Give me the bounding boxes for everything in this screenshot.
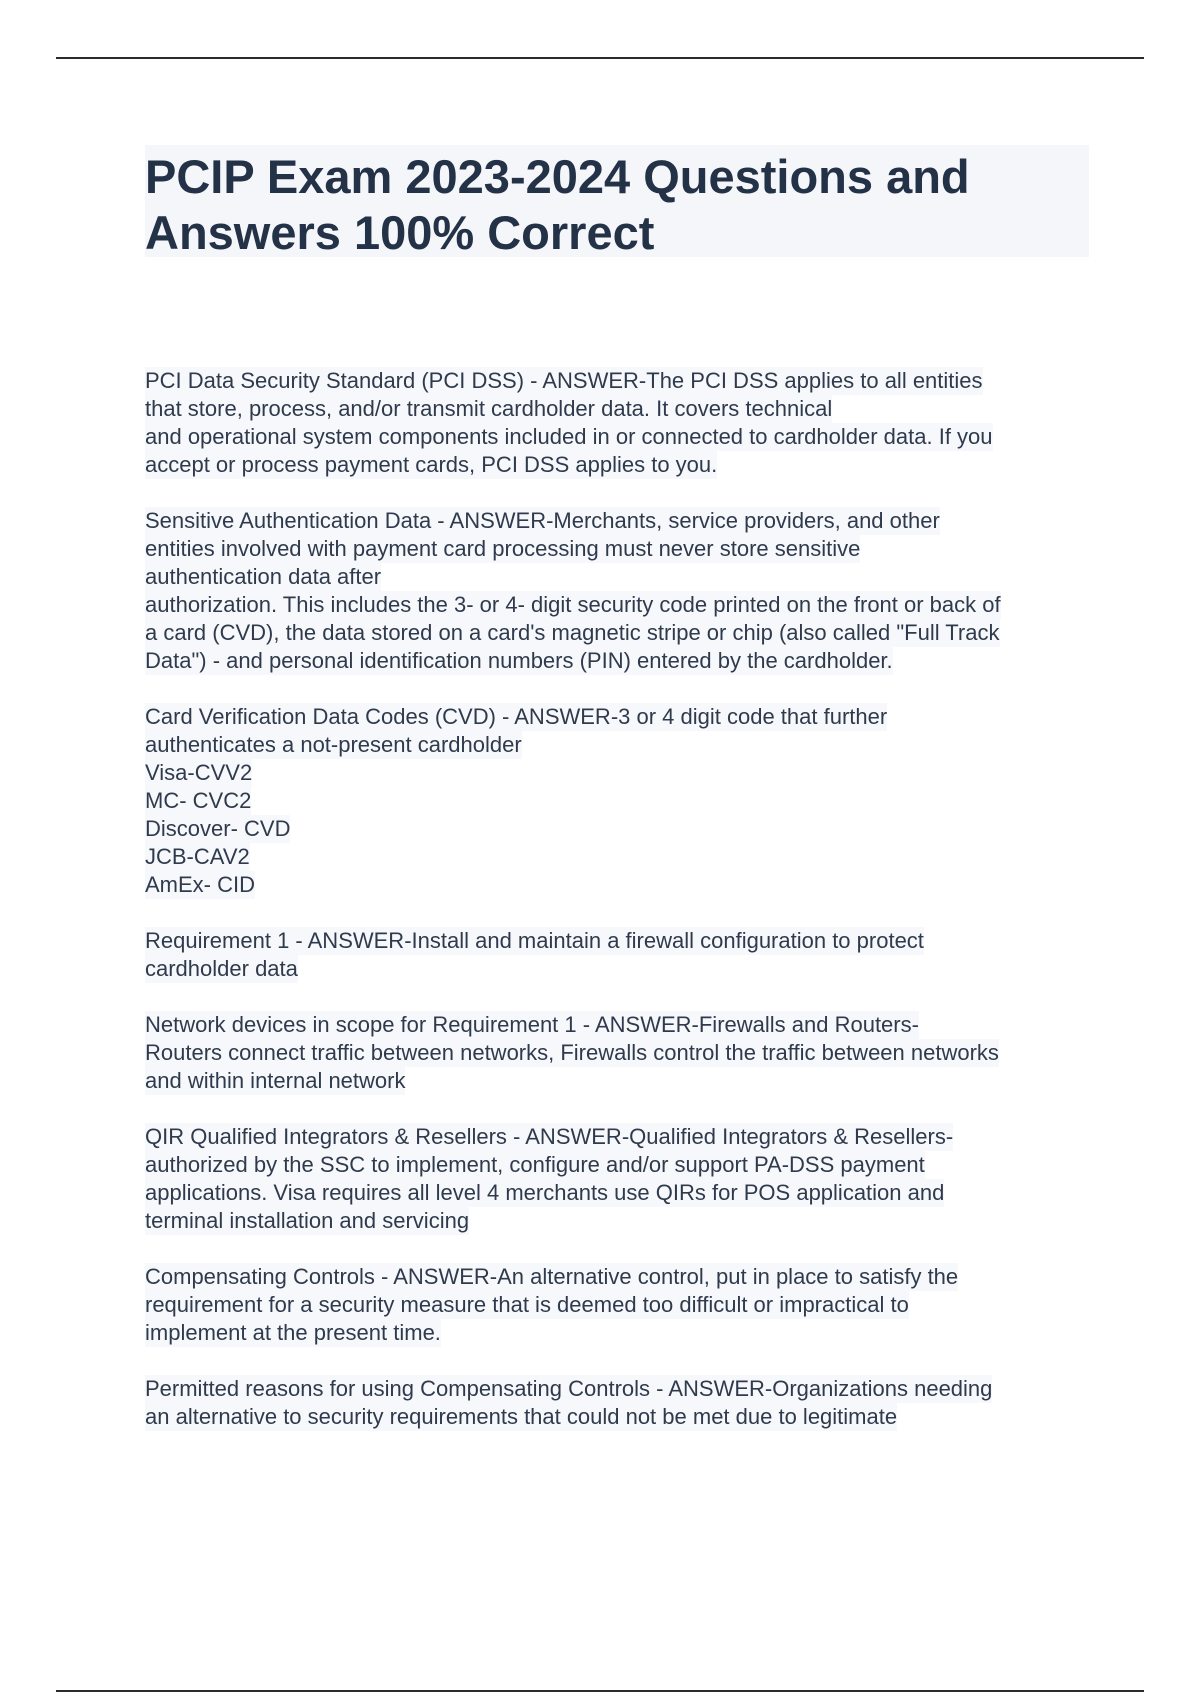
qa-line: Card Verification Data Codes (CVD) - ANSWER-3 or 4 digit code that further (145, 704, 888, 729)
qa-line: and within internal network (145, 1068, 406, 1093)
qa-line: authorization. This includes the 3- or 4- digit security code printed on the front or back of (145, 592, 1001, 617)
page-title (145, 145, 1089, 261)
qa-line: a card (CVD), the data stored on a card's magnetic stripe or chip (also called "Full Track (145, 620, 1000, 645)
qa-line: applications. Visa requires all level 4 merchants use QIRs for POS application and (145, 1180, 945, 1205)
qa-line: terminal installation and servicing (145, 1208, 470, 1233)
qa-line: authentication data after (145, 564, 382, 589)
qa-line: Requirement 1 - ANSWER-Install and maintain a firewall configuration to protect (145, 928, 924, 953)
header-rule (56, 57, 1144, 59)
qa-line: Network devices in scope for Requirement 1 - ANSWER-Firewalls and Routers- (145, 1012, 919, 1037)
qa-line: Sensitive Authentication Data - ANSWER-Merchants, service providers, and other (145, 508, 940, 533)
qa-entry (145, 703, 1095, 899)
qa-line: Compensating Controls - ANSWER-An alternative control, put in place to satisfy the (145, 1264, 959, 1289)
qa-content (145, 367, 1095, 1459)
qa-entry (145, 927, 1095, 983)
qa-line: accept or process payment cards, PCI DSS applies to you. (145, 452, 718, 477)
qa-line: PCI Data Security Standard (PCI DSS) - ANSWER-The PCI DSS applies to all entities (145, 368, 983, 393)
footer-rule (56, 1690, 1144, 1692)
qa-line: AmEx- CID (145, 872, 255, 897)
qa-line: QIR Qualified Integrators & Resellers - ANSWER-Qualified Integrators & Resellers- (145, 1124, 954, 1149)
title-block (145, 145, 1089, 257)
qa-line: Routers connect traffic between networks, Firewalls control the traffic between networks (145, 1040, 999, 1065)
qa-line: authenticates a not-present cardholder (145, 732, 522, 757)
title-line: Answers 100% Correct (145, 206, 655, 259)
qa-line: an alternative to security requirements that could not be met due to legitimate (145, 1404, 898, 1429)
qa-line: that store, process, and/or transmit cardholder data. It covers technical (145, 396, 833, 421)
qa-line: entities involved with payment card processing must never store sensitive (145, 536, 861, 561)
qa-line: and operational system components included in or connected to cardholder data. If you (145, 424, 993, 449)
qa-line: Visa-CVV2 (145, 760, 253, 785)
qa-line: Discover- CVD (145, 816, 291, 841)
qa-line: JCB-CAV2 (145, 844, 250, 869)
qa-line: MC- CVC2 (145, 788, 252, 813)
qa-line: Data") - and personal identification numbers (PIN) entered by the cardholder. (145, 648, 893, 673)
qa-line: authorized by the SSC to implement, configure and/or support PA-DSS payment (145, 1152, 925, 1177)
qa-line: cardholder data (145, 956, 298, 981)
qa-entry (145, 1011, 1095, 1095)
title-line: PCIP Exam 2023-2024 Questions and (145, 150, 970, 203)
qa-entry (145, 367, 1095, 479)
qa-line: implement at the present time. (145, 1320, 441, 1345)
qa-entry (145, 507, 1095, 675)
qa-entry (145, 1375, 1095, 1431)
qa-line: requirement for a security measure that is deemed too difficult or impractical to (145, 1292, 909, 1317)
qa-entry (145, 1123, 1095, 1235)
qa-entry (145, 1263, 1095, 1347)
qa-line: Permitted reasons for using Compensating Controls - ANSWER-Organizations needing (145, 1376, 993, 1401)
